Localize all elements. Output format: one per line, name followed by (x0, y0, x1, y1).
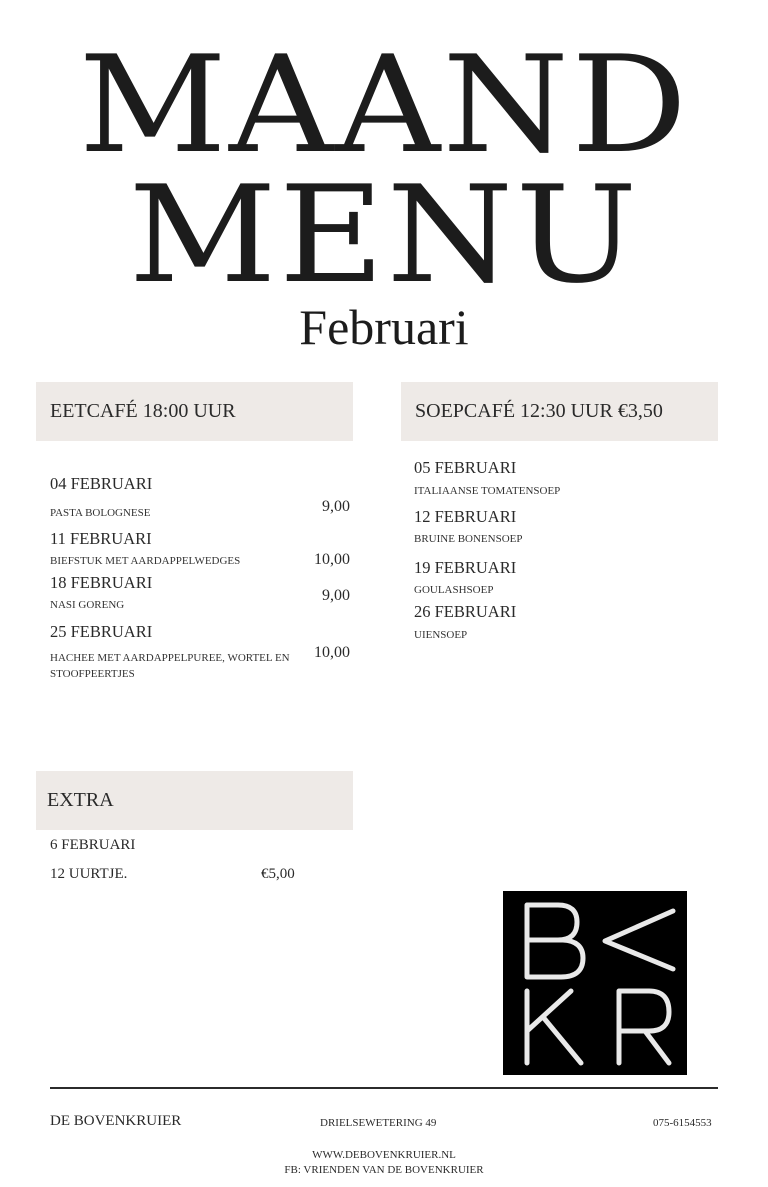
eetcafe-price-3: 9,00 (322, 587, 350, 604)
soepcafe-dish-4: UIENSOEP (414, 629, 468, 641)
eetcafe-date-1: 04 FEBRUARI (50, 474, 153, 493)
soepcafe-date-4: 26 FEBRUARI (414, 602, 517, 621)
footer-address: DRIELSEWETERING 49 (320, 1117, 437, 1129)
eetcafe-heading: EETCAFÉ 18:00 UUR (36, 382, 353, 441)
extra-date: 6 FEBRUARI (50, 837, 136, 853)
eetcafe-price-2: 10,00 (314, 551, 350, 568)
title-line-1: MAAND (78, 27, 690, 183)
eetcafe-date-3: 18 FEBRUARI (50, 573, 153, 592)
eetcafe-dish-3: NASI GORENG (50, 599, 125, 611)
footer-website[interactable]: WWW.DEBOVENKRUIER.NL (312, 1149, 456, 1161)
soepcafe-date-3: 19 FEBRUARI (414, 558, 517, 577)
title-line-2: MENU (128, 157, 640, 313)
footer-name: DE BOVENKRUIER (50, 1113, 182, 1129)
soepcafe-date-1: 05 FEBRUARI (414, 458, 517, 477)
eetcafe-date-2: 11 FEBRUARI (50, 529, 152, 548)
extra-heading: EXTRA (36, 771, 353, 830)
month-subtitle: Februari (299, 299, 469, 355)
eetcafe-price-4: 10,00 (314, 644, 350, 661)
footer-facebook: FB: VRIENDEN VAN DE BOVENKRUIER (284, 1164, 484, 1176)
eetcafe-dish-1: PASTA BOLOGNESE (50, 507, 151, 519)
soepcafe-dish-2: BRUINE BONENSOEP (414, 533, 523, 545)
soepcafe-dish-3: GOULASHSOEP (414, 584, 494, 596)
soepcafe-heading: SOEPCAFÉ 12:30 UUR €3,50 (401, 382, 718, 441)
bovenkruier-logo-icon (503, 891, 687, 1075)
extra-item: 12 UURTJE. (50, 866, 128, 882)
eetcafe-dish-4: HACHEE MET AARDAPPELPUREE, WORTEL EN STOOFPEERTJES (50, 652, 290, 680)
eetcafe-price-1: 9,00 (322, 498, 350, 515)
extra-price: €5,00 (261, 866, 295, 882)
footer-divider (50, 1087, 718, 1089)
footer-phone: 075-6154553 (653, 1117, 712, 1129)
soepcafe-date-2: 12 FEBRUARI (414, 507, 517, 526)
eetcafe-dish-2: BIEFSTUK MET AARDAPPELWEDGES (50, 555, 241, 567)
soepcafe-dish-1: ITALIAANSE TOMATENSOEP (414, 485, 561, 497)
eetcafe-date-4: 25 FEBRUARI (50, 622, 153, 641)
